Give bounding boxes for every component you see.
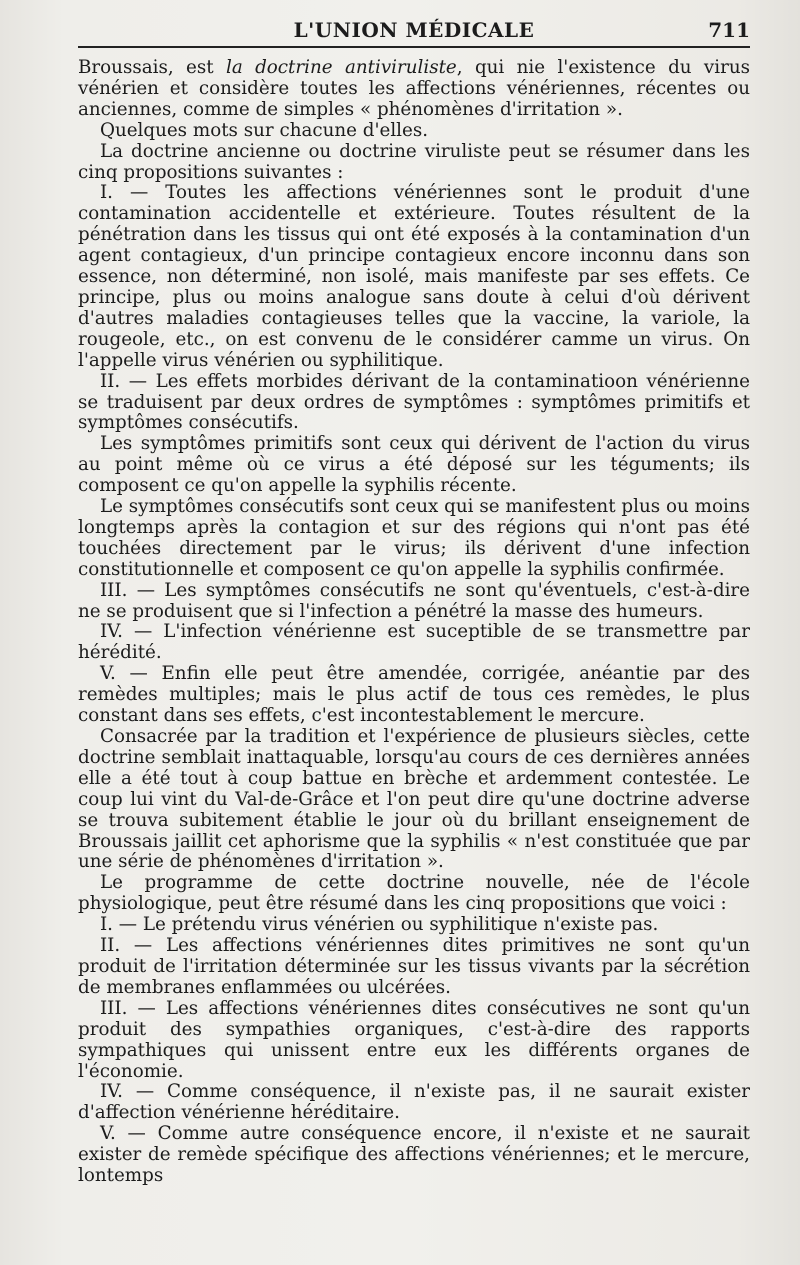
proposition: V. — Enfin elle peut être amendée, corrigée, anéantie par des remèdes multiples; mais le plus actif de tous ces remèdes, le plus constant dans ses effets, c'est incontestablement le mercure.: [78, 663, 750, 727]
page-header: [78, 12, 750, 48]
proposition: II. — Les affections vénériennes dites primitives ne sont qu'un produit de l'irritation déterminée sur les tissus vivants par la sécrétion de membranes enflammées ou ulcérées.: [78, 935, 750, 998]
proposition: II. — Les effets morbides dérivant de la contaminatioon vénérienne se traduisent par deux ordres de symptômes : symptômes primitifs et symptômes consécutifs.: [78, 370, 750, 434]
emphasis: la doctrine antiviruliste: [225, 57, 457, 78]
paragraph: Broussais, est la doctrine antiviruliste, qui nie l'existence du virus vénérien et considère toutes les affections vénériennes, récentes ou anciennes, comme de simples « phénomènes d'irritation ».: [78, 57, 750, 120]
proposition: V. — Comme autre conséquence encore, il n'existe et ne saurait exister de remède spécifique des affections vénériennes; et le mercure, lontemps: [78, 1123, 750, 1187]
paragraph: Quelques mots sur chacune d'elles.: [99, 119, 429, 141]
paragraph: Les symptômes primitifs sont ceux qui dérivent de l'action du virus au point même où ce virus a été déposé sur les téguments; ils composent ce qu'on appelle la syphilis récente.: [78, 433, 750, 497]
proposition: IV. — Comme conséquence, il n'existe pas, il ne saurait exister d'affection vénérienne héréditaire.: [78, 1081, 750, 1124]
proposition: III. — Les affections vénériennes dites consécutives ne sont qu'un produit des sympathies organiques, c'est-à-dire des rapports sympathiques qui unissent entre eux les différents organes de l'économie.: [78, 997, 750, 1082]
paragraph: Consacrée par la tradition et l'expérience de plusieurs siècles, cette doctrine semblait inattaquable, lorsqu'au cours de ces dernières années elle a été tout à coup battue en brèche et ardemment contestée. Le coup lui vint du Val-de-Grâce et l'on peut dire qu'une doctrine adverse se trouva subitement établie le jour où du brillant enseignement de Broussais jaillit cet aphorisme que la syphilis « n'est constituée que par une série de phénomènes d'irritation ».: [78, 726, 750, 873]
paragraph: Le programme de cette doctrine nouvelle, née de l'école physiologique, peut être résumé dans les cinq propositions que voici :: [78, 872, 750, 915]
running-title: L'UNION MÉDICALE: [293, 18, 535, 42]
proposition: IV. — L'infection vénérienne est suceptible de se transmettre par hérédité.: [78, 621, 750, 664]
paragraph: Le symptômes consécutifs sont ceux qui se manifestent plus ou moins longtemps après la contagion et sur des régions qui n'ont pas été touchées directement par le virus; ils dérivent d'une infection constitutionnelle et composent ce qu'on appelle la syphilis confirmée.: [78, 496, 750, 580]
proposition: I. — Le prétendu virus vénérien ou syphilitique n'existe pas.: [99, 914, 659, 936]
proposition: III. — Les symptômes consécutifs ne sont qu'éventuels, c'est-à-dire ne se produisent que si l'infection a pénétré la masse des humeurs.: [78, 579, 750, 622]
page-number: 711: [708, 18, 750, 42]
paragraph: La doctrine ancienne ou doctrine viruliste peut se résumer dans les cinq propositions suivantes :: [78, 140, 750, 183]
body-text: [78, 58, 750, 1187]
proposition: I. — Toutes les affections vénériennes sont le produit d'une contamination accidentelle et extérieure. Toutes résultent de la pénétration dans les tissus qui ont été exposés à la contamination d'un agent contagieux, d'un principe contagieux encore inconnu dans son essence, non déterminé, non isolé, mais manifeste par ses effets. Ce principe, plus ou moins analogue sans doute à celui d'où dérivent d'autres maladies contagieuses telles que la vaccine, la variole, la rougeole, etc., on est convenu de le considérer camme un virus. On l'appelle virus vénérien ou syphilitique.: [78, 182, 750, 371]
